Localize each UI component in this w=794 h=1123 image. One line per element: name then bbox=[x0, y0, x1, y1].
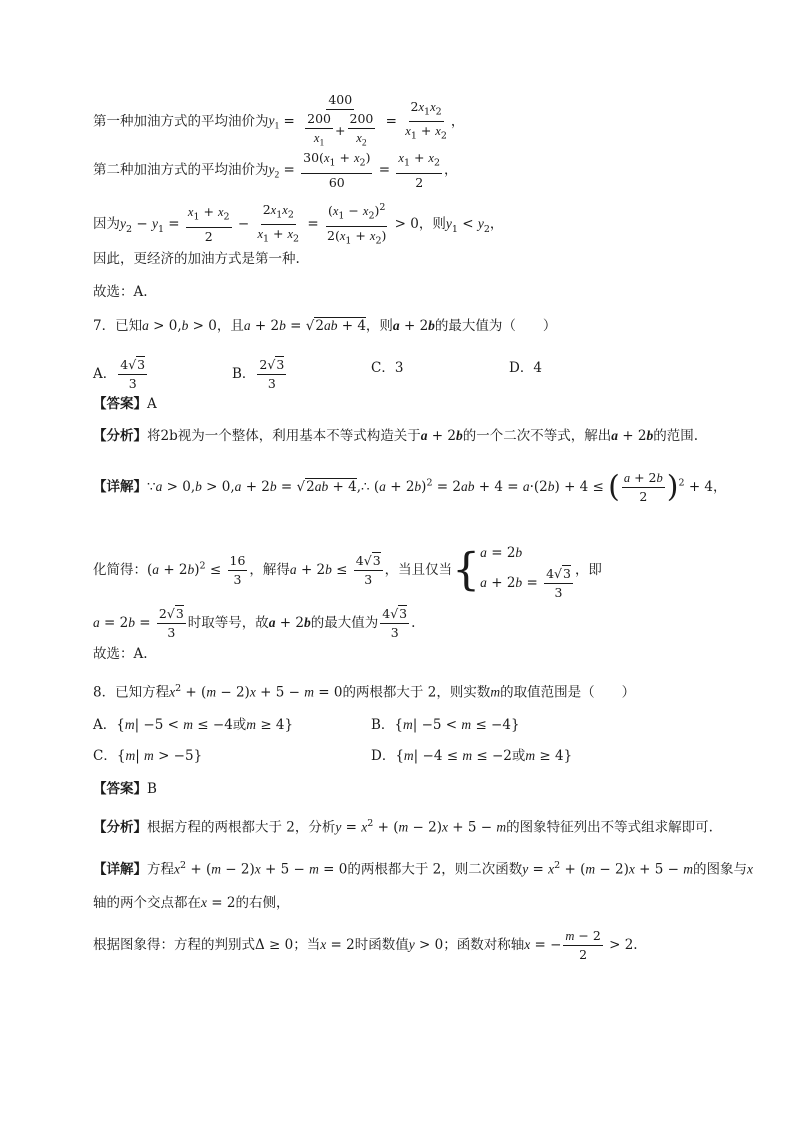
q8-answer bbox=[93, 779, 157, 799]
q8-detail-text-1: 方程 bbox=[147, 861, 174, 878]
line-comparison: 因为$y_2 - y_1$ = $\frac{x_1 + x_2}{2}$ − $\frac{2x_1x_2}{x_1 + x_2}$ = $\frac{(x_1 - x_2)^2}{2(x_1 + x_2)}$ > 0，则$y_1 < y_2$， bbox=[93, 201, 504, 247]
line-choose-a: 故选：A. bbox=[93, 284, 148, 300]
q8-detail-text-2: 的两根都大于 2，则二次函数 bbox=[347, 861, 523, 878]
line-conclusion: 因此，更经济的加油方式是第一种. bbox=[93, 251, 300, 267]
text-then: ，则 bbox=[418, 216, 446, 233]
line-second-method-price: 第二种加油方式的平均油价为$y_2$ = $\frac{30(x_1 + x_2)}{60}$ = $\frac{x_1 + x_2}{2}$ ， bbox=[93, 150, 458, 190]
q7-suffix: 的最大值为（ ） bbox=[434, 318, 557, 334]
q7-analysis-tag: 【分析】 bbox=[93, 428, 147, 444]
text-first-method: 第一种加油方式的平均油价为 bbox=[93, 113, 269, 130]
q7-prefix: 7．已知 bbox=[93, 318, 143, 334]
q7-detail-tag: 【详解】 bbox=[93, 479, 147, 495]
q7-then: ，则 bbox=[365, 318, 393, 334]
q8-analysis-text-1: 根据方程的两根都大于 2，分析 bbox=[147, 819, 336, 836]
q8-detail-text-7: ；当 bbox=[293, 937, 321, 953]
fraction-30: $\frac{30(x_1 + x_2)}{60}$ bbox=[303, 150, 371, 190]
q7-when-text: ，当且仅当 bbox=[384, 562, 453, 578]
q8-option-d[interactable]: D．{m| −4 ≤ m ≤ −2或m ≥ 4} bbox=[371, 748, 573, 764]
q8-prefix: 8．已知方程 bbox=[93, 684, 170, 701]
fraction-average: $\frac{x_1 + x_2}{2}$ bbox=[398, 150, 441, 190]
q7-option-d[interactable]: D．4 bbox=[509, 360, 542, 376]
q8-option-a-label: A． bbox=[93, 717, 117, 733]
q8-option-a-or: 或 bbox=[232, 717, 247, 733]
q8-option-a[interactable]: A．{m| −5 < m ≤ −4或m ≥ 4} bbox=[93, 717, 294, 733]
q8-detail-text-9: ；函数对称轴 bbox=[443, 937, 525, 953]
q8-answer-value: B bbox=[147, 781, 157, 797]
fraction-400: 400 $\frac{200}{x_1}$ + $\frac{200}{x_2}$ bbox=[307, 92, 374, 149]
q8-option-c[interactable]: C．{m| m > −5} bbox=[93, 748, 203, 764]
q7-simplify: 化简得：$(a + 2b)^2$ ≤ $\frac{16}{3}$ ，解得a + 2b ≤ $\frac{4√3}{3}$ ，当且仅当{ a = 2b a + 2b = $\frac{4√3}{3}$ ，即 bbox=[93, 544, 602, 600]
q8-detail: 【详解】方程$x^2 + (m - 2)x + 5 - m = 0$的两根都大于 2，则二次函数$y = x^2 + (m - 2)x + 5 - m$的图象与x bbox=[93, 860, 753, 878]
q7-solve-text: ，解得 bbox=[249, 562, 290, 578]
q7-option-c[interactable]: C．3 bbox=[371, 360, 404, 376]
q7-analysis: 【分析】将2b视为一个整体，利用基本不等式构造关于a + 2b的一个二次不等式，解出a + 2b的范围. bbox=[93, 428, 698, 444]
q8-option-d-label: D． bbox=[371, 748, 396, 764]
q7-analysis-text-3: 的范围. bbox=[653, 428, 698, 444]
q7-ie-text: ，即 bbox=[574, 562, 602, 578]
question-7: 7．已知a > 0,b > 0，且a + 2b = √2ab + 4，则a + 2b的最大值为（ ） bbox=[93, 318, 557, 334]
q8-detail-line-3: 根据图象得：方程的判别式Δ ≥ 0；当x = 2时函数值y > 0；函数对称轴x = − $\frac{m - 2}{2}$ > 2. bbox=[93, 928, 638, 962]
q8-suffix: 的取值范围是（ ） bbox=[500, 684, 636, 701]
q7-answer bbox=[93, 394, 157, 414]
line-first-method-price: 第一种加油方式的平均油价为$y_1$ = 400 $\frac{200}{x_1}$ + $\frac{200}{x_2}$ = $\frac{2x_1x_2}{x_1 + x_2}$ ， bbox=[93, 92, 464, 152]
q7-max-text: 的最大值为 bbox=[310, 615, 379, 631]
q8-detail-text-6: 根据图象得：方程的判别式 bbox=[93, 937, 255, 953]
q8-option-c-label: C． bbox=[93, 748, 117, 764]
q7-and: ，且 bbox=[216, 318, 244, 334]
q8-analysis: 【分析】根据方程的两根都大于 2，分析$y = x^2 + (m - 2)x + 5 - m$的图象特征列出不等式组求解即可. bbox=[93, 818, 713, 836]
q8-option-b[interactable]: B．{m| −5 < m ≤ −4} bbox=[371, 717, 520, 733]
text-because: 因为 bbox=[93, 216, 120, 233]
q7-option-b-label: B． bbox=[232, 366, 256, 382]
q7-choose: 故选：A. bbox=[93, 646, 148, 662]
q8-mid: 的两根都大于 2，则实数 bbox=[342, 684, 491, 701]
q8-detail-text-4: 轴的两个交点都在 bbox=[93, 895, 201, 911]
text-second-method: 第二种加油方式的平均油价为 bbox=[93, 161, 269, 178]
q8-analysis-text-2: 的图象特征列出不等式组求解即可. bbox=[506, 819, 713, 836]
q8-detail-tag: 【详解】 bbox=[93, 861, 147, 878]
q7-detail: 【详解】∵a > 0,b > 0,a + 2b = √2ab + 4,∴ $(a + 2b)^2 = 2ab + 4 = a\cdot(2b) + 4$ ≤ ( $\frac{a + 2b}{2}$ )$^2$ + 4， bbox=[93, 469, 727, 505]
fraction-harmonic: $\frac{2x_1x_2}{x_1 + x_2}$ bbox=[405, 98, 447, 142]
q7-equality: a = 2b = $\frac{2√3}{3}$ 时取等号，故a + 2b的最大值为 $\frac{4√3}{3}$ . bbox=[93, 606, 416, 640]
q7-equal-text: 时取等号，故 bbox=[187, 615, 269, 631]
q8-analysis-tag: 【分析】 bbox=[93, 819, 147, 836]
q8-option-b-label: B． bbox=[371, 717, 395, 733]
q7-analysis-text-2: 的一个二次不等式，解出 bbox=[462, 428, 612, 444]
q7-answer-value: A bbox=[147, 396, 157, 412]
q7-analysis-text-1: 将2b视为一个整体，利用基本不等式构造关于 bbox=[147, 428, 421, 444]
q8-detail-text-3: 的图象与 bbox=[693, 861, 747, 878]
q7-answer-tag: 【答案】 bbox=[93, 396, 147, 412]
question-8: 8．已知方程$x^2 + (m - 2)x + 5 - m = 0$的两根都大于 2，则实数m的取值范围是（ ） bbox=[93, 683, 636, 701]
q8-detail-text-5: 的右侧， bbox=[235, 895, 290, 911]
q7-option-a[interactable]: A． $\frac{4√3}{3}$ bbox=[93, 357, 146, 391]
q8-detail-text-8: 时函数值 bbox=[354, 937, 409, 953]
q7-simplify-label: 化简得： bbox=[93, 562, 147, 578]
q8-option-d-or: 或 bbox=[511, 748, 526, 764]
q7-option-b[interactable]: B． $\frac{2√3}{3}$ bbox=[232, 357, 285, 391]
q8-answer-tag: 【答案】 bbox=[93, 781, 147, 797]
q8-detail-line-2: 轴的两个交点都在x = 2的右侧， bbox=[93, 895, 290, 911]
q7-option-a-label: A． bbox=[93, 366, 117, 382]
